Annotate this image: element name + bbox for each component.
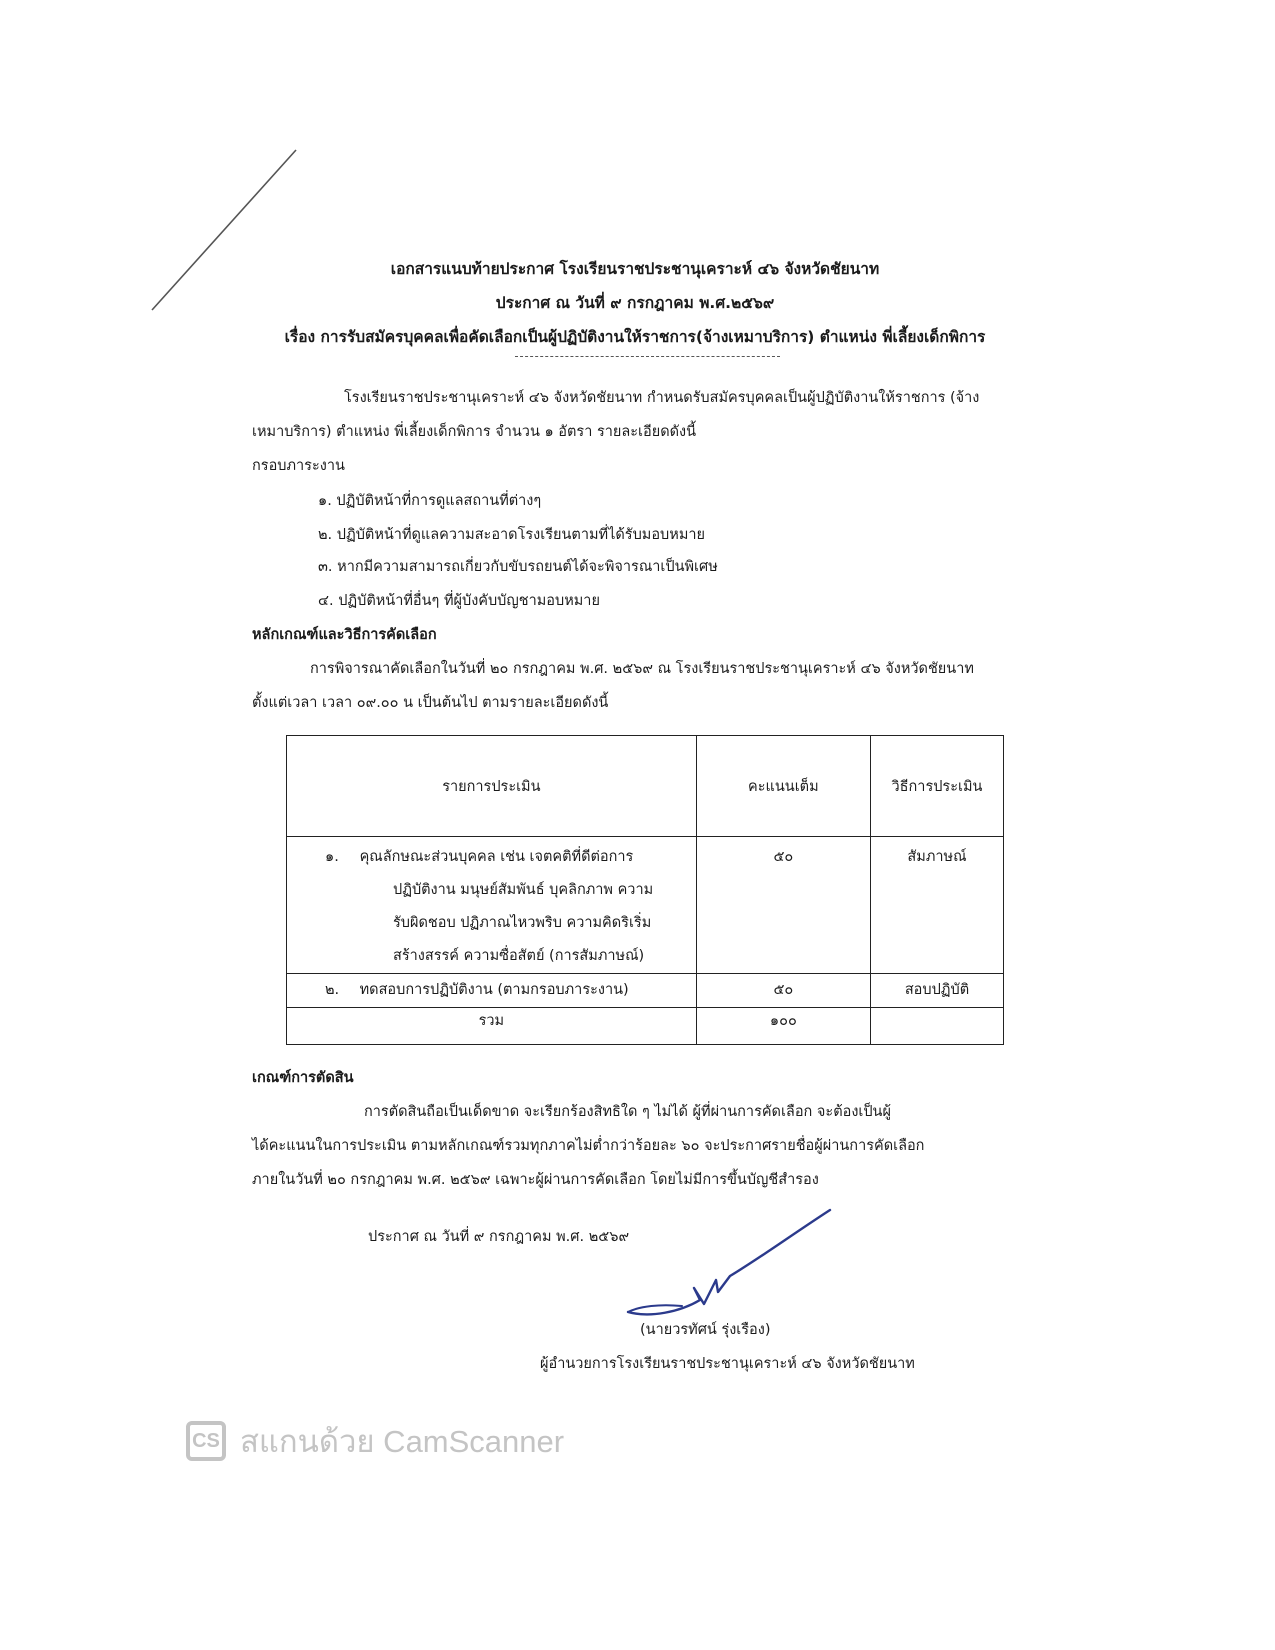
row2-method: สอบปฏิบัติ [870, 974, 1003, 1008]
scope-item-3: ๓. หากมีความสามารถเกี่ยวกับขับรถยนต์ได้จะพิจารณาเป็นพิเศษ [318, 559, 718, 575]
watermark-text: สแกนด้วย CamScanner [240, 1424, 565, 1459]
header-method: วิธีการประเมิน [870, 736, 1003, 837]
criteria-title: หลักเกณฑ์และวิธีการคัดเลือก [252, 627, 437, 643]
table-total-row [287, 1008, 1004, 1045]
row2-text: ทดสอบการปฏิบัติงาน (ตามกรอบภาระงาน) [359, 982, 629, 998]
evaluation-table [286, 735, 1004, 1045]
decision-title: เกณฑ์การตัดสิน [252, 1070, 354, 1086]
row2-num: ๒. [325, 982, 340, 998]
table-header-row [287, 736, 1004, 837]
camscanner-watermark [186, 1416, 564, 1466]
row1-line-4: สร้างสรรค์ ความซื่อสัตย์ (การสัมภาษณ์) [393, 948, 645, 964]
row1-line-3: รับผิดชอบ ปฏิภาณไหวพริบ ความคิดริเริ่ม [393, 915, 652, 931]
header-score: คะแนนเต็ม [696, 736, 870, 837]
total-label: รวม [287, 1008, 697, 1045]
row2-item-cell [287, 974, 697, 1008]
row2-score: ๕๐ [696, 974, 870, 1008]
scope-title: กรอบภาระงาน [252, 458, 345, 474]
row1-num: ๑. [325, 849, 339, 865]
table-row [287, 837, 1004, 974]
intro-line-2: เหมาบริการ) ตำแหน่ง พี่เลี้ยงเด็กพิการ จำนวน ๑ อัตรา รายละเอียดดังนี้ [252, 424, 697, 440]
criteria-line-1: การพิจารณาคัดเลือกในวันที่ ๒๐ กรกฎาคม พ.ศ. ๒๕๖๙ ณ โรงเรียนราชประชานุเคราะห์ ๔๖ จังหวัดชัยนาท [310, 661, 974, 677]
row1-line-1: คุณลักษณะส่วนบุคคล เช่น เจตคติที่ดีต่อการ [359, 849, 634, 865]
scope-item-1: ๑. ปฏิบัติหน้าที่การดูแลสถานที่ต่างๆ [318, 493, 542, 509]
announce-date: ประกาศ ณ วันที่ ๙ กรกฎาคม พ.ศ. ๒๕๖๙ [368, 1229, 630, 1245]
row1-score: ๕๐ [696, 837, 870, 974]
total-score: ๑๐๐ [696, 1008, 870, 1045]
table-row [287, 974, 1004, 1008]
camscanner-logo-icon: CS [186, 1421, 226, 1461]
row1-item-cell [287, 837, 697, 974]
scope-item-4: ๔. ปฏิบัติหน้าที่อื่นๆ ที่ผู้บังคับบัญชามอบหมาย [318, 593, 600, 609]
total-method-empty [870, 1008, 1003, 1045]
signer-position: ผู้อำนวยการโรงเรียนราชประชานุเคราะห์ ๔๖ จังหวัดชัยนาท [540, 1356, 915, 1372]
scope-item-2: ๒. ปฏิบัติหน้าที่ดูแลความสะอาดโรงเรียนตามที่ได้รับมอบหมาย [318, 527, 706, 543]
header-line-3: เรื่อง การรับสมัครบุคคลเพื่อคัดเลือกเป็นผู้ปฏิบัติงานให้ราชการ(จ้างเหมาบริการ) ตำแหน่ง พี่เลี้ยงเด็กพิการ [284, 328, 986, 346]
decision-line-2: ได้คะแนนในการประเมิน ตามหลักเกณฑ์รวมทุกภาคไม่ต่ำกว่าร้อยละ ๖๐ จะประกาศรายชื่อผู้ผ่านการคัดเลือก [252, 1138, 925, 1154]
row1-line-2: ปฏิบัติงาน มนุษย์สัมพันธ์ บุคลิกภาพ ความ [393, 882, 654, 898]
header-divider [515, 356, 780, 357]
header-line-1: เอกสารแนบท้ายประกาศ โรงเรียนราชประชานุเคราะห์ ๔๖ จังหวัดชัยนาท [390, 260, 880, 278]
decision-line-1: การตัดสินถือเป็นเด็ดขาด จะเรียกร้องสิทธิใด ๆ ไม่ได้ ผู้ที่ผ่านการคัดเลือก จะต้องเป็นผู้ [364, 1104, 891, 1120]
intro-line-1: โรงเรียนราชประชานุเคราะห์ ๔๖ จังหวัดชัยนาท กำหนดรับสมัครบุคคลเป็นผู้ปฏิบัติงานให้ราชการ (จ้าง [344, 390, 980, 406]
header-item: รายการประเมิน [287, 736, 697, 837]
signer-name: (นายวรทัศน์ รุ่งเรือง) [640, 1322, 771, 1338]
row1-method: สัมภาษณ์ [870, 837, 1003, 974]
decision-line-3: ภายในวันที่ ๒๐ กรกฎาคม พ.ศ. ๒๕๖๙ เฉพาะผู้ผ่านการคัดเลือก โดยไม่มีการขึ้นบัญชีสำรอง [252, 1172, 819, 1188]
criteria-line-2: ตั้งแต่เวลา เวลา ๐๙.๐๐ น เป็นต้นไป ตามรายละเอียดดังนี้ [252, 695, 609, 711]
handwritten-signature [620, 1200, 840, 1330]
header-line-2: ประกาศ ณ วันที่ ๙ กรกฎาคม พ.ศ.๒๕๖๙ [495, 294, 775, 312]
